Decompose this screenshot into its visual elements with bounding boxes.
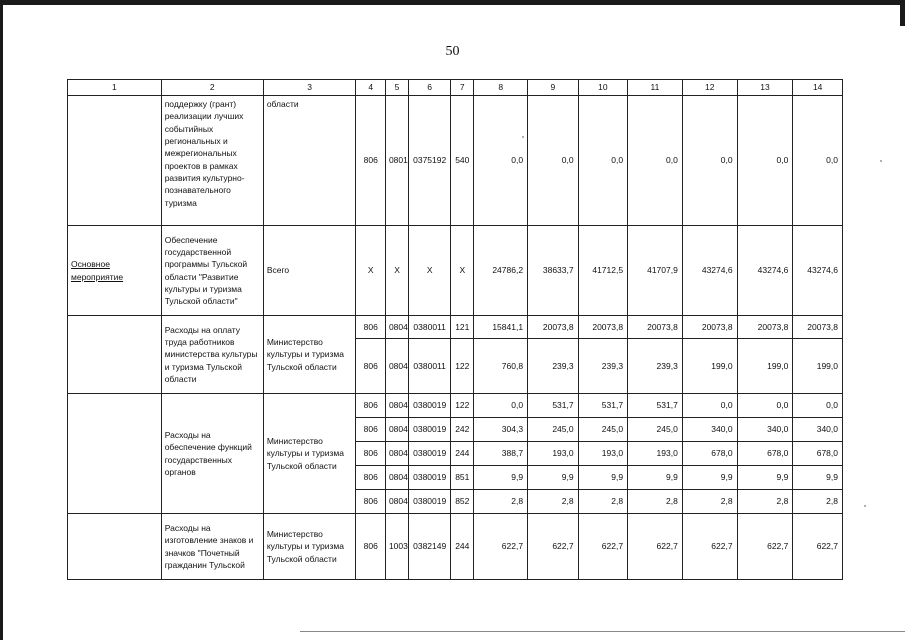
value-cell: 0,0 [474, 96, 528, 226]
value-cell: 622,7 [628, 514, 683, 580]
code-cell: 806 [356, 442, 385, 466]
label-cell [68, 96, 162, 226]
org-cell: Министерство культуры и туризма Тульской области [263, 394, 356, 514]
value-cell: 2,8 [628, 490, 683, 514]
value-cell: 0,0 [793, 394, 843, 418]
value-cell: 199,0 [682, 339, 737, 394]
expense-name-cell: Расходы на изготовление знаков и значков "Почетный гражданин Тульской [161, 514, 263, 580]
column-header: 12 [682, 80, 737, 96]
code-cell: 0380019 [409, 418, 451, 442]
column-header: 8 [474, 80, 528, 96]
code-cell: Х [409, 226, 451, 316]
value-cell: 9,9 [793, 466, 843, 490]
code-cell: 0804 [385, 316, 408, 339]
expense-name-cell: Расходы на оплату труда работников министерства культуры и туризма Тульской области [161, 316, 263, 394]
value-cell: 2,8 [528, 490, 579, 514]
column-header: 13 [737, 80, 793, 96]
value-cell: 20073,8 [528, 316, 579, 339]
value-cell: 622,7 [793, 514, 843, 580]
expense-name-cell: Обеспечение государственной программы Тульской области "Развитие культуры и туризма Тульской области" [161, 226, 263, 316]
value-cell: 622,7 [737, 514, 793, 580]
scan-edge-right [900, 0, 905, 26]
column-header: 9 [528, 80, 579, 96]
value-cell: 239,3 [578, 339, 627, 394]
code-cell: 0380019 [409, 466, 451, 490]
table-row [68, 316, 843, 339]
code-cell: Х [451, 226, 474, 316]
value-cell: 678,0 [793, 442, 843, 466]
code-cell: 806 [356, 418, 385, 442]
value-cell: 199,0 [793, 339, 843, 394]
value-cell: 2,8 [474, 490, 528, 514]
value-cell: 24786,2 [474, 226, 528, 316]
value-cell: 531,7 [578, 394, 627, 418]
value-cell: 760,8 [474, 339, 528, 394]
code-cell: 122 [451, 394, 474, 418]
label-cell [68, 316, 162, 394]
value-cell: 43274,6 [737, 226, 793, 316]
table-row [68, 514, 843, 580]
value-cell: 0,0 [793, 96, 843, 226]
value-cell: 239,3 [528, 339, 579, 394]
code-cell: 852 [451, 490, 474, 514]
value-cell: 20073,8 [793, 316, 843, 339]
value-cell: 199,0 [737, 339, 793, 394]
org-cell: области [263, 96, 356, 226]
value-cell: 9,9 [737, 466, 793, 490]
value-cell: 20073,8 [682, 316, 737, 339]
value-cell: 193,0 [578, 442, 627, 466]
value-cell: 0,0 [682, 394, 737, 418]
value-cell: 193,0 [628, 442, 683, 466]
value-cell: 20073,8 [737, 316, 793, 339]
value-cell: 9,9 [528, 466, 579, 490]
value-cell: 15841,1 [474, 316, 528, 339]
header-row [68, 80, 843, 96]
value-cell: 2,8 [737, 490, 793, 514]
value-cell: 245,0 [578, 418, 627, 442]
value-cell: 622,7 [682, 514, 737, 580]
value-cell: 41707,9 [628, 226, 683, 316]
code-cell: 0804 [385, 339, 408, 394]
value-cell: 0,0 [682, 96, 737, 226]
org-cell: Министерство культуры и туризма Тульской области [263, 514, 356, 580]
org-cell: Министерство культуры и туризма Тульской области [263, 316, 356, 394]
column-header: 11 [628, 80, 683, 96]
value-cell: 9,9 [682, 466, 737, 490]
table-row [68, 96, 843, 226]
code-cell: 806 [356, 96, 385, 226]
scan-speck [880, 160, 882, 162]
code-cell: 0380019 [409, 490, 451, 514]
expense-name-cell: Расходы на обеспечение функций государственных органов [161, 394, 263, 514]
value-cell: 193,0 [528, 442, 579, 466]
code-cell: 0804 [385, 442, 408, 466]
page-number: 50 [445, 44, 460, 59]
code-cell: 0375192 [409, 96, 451, 226]
scan-edge-top [0, 0, 905, 5]
scan-edge-bottom [300, 631, 905, 632]
value-cell: 0,0 [628, 96, 683, 226]
value-cell: 622,7 [578, 514, 627, 580]
value-cell: 20073,8 [628, 316, 683, 339]
column-header: 3 [263, 80, 356, 96]
code-cell: 806 [356, 339, 385, 394]
value-cell: 9,9 [578, 466, 627, 490]
code-cell: 1003 [385, 514, 408, 580]
code-cell: 244 [451, 442, 474, 466]
value-cell: 43274,6 [793, 226, 843, 316]
value-cell: 0,0 [737, 394, 793, 418]
value-cell: 2,8 [682, 490, 737, 514]
value-cell: 9,9 [474, 466, 528, 490]
code-cell: 0380011 [409, 316, 451, 339]
label-cell [68, 394, 162, 514]
code-cell: 0380011 [409, 339, 451, 394]
value-cell: 531,7 [528, 394, 579, 418]
value-cell: 678,0 [682, 442, 737, 466]
code-cell: 0380019 [409, 442, 451, 466]
label-cell [68, 514, 162, 580]
value-cell: 622,7 [474, 514, 528, 580]
value-cell: 2,8 [578, 490, 627, 514]
column-header: 7 [451, 80, 474, 96]
value-cell: 41712,5 [578, 226, 627, 316]
value-cell: 0,0 [737, 96, 793, 226]
code-cell: 0804 [385, 490, 408, 514]
expense-name-cell: поддержку (грант) реализации лучших событийных региональных и межрегиональных проектов в рамках развития культурно-познавательного туризма [161, 96, 263, 226]
code-cell: 806 [356, 394, 385, 418]
org-cell: Всего [263, 226, 356, 316]
value-cell: 340,0 [793, 418, 843, 442]
column-header: 10 [578, 80, 627, 96]
main-activity-label: Основное мероприятие [68, 226, 162, 316]
value-cell: 531,7 [628, 394, 683, 418]
value-cell: 245,0 [628, 418, 683, 442]
column-header: 1 [68, 80, 162, 96]
code-cell: 806 [356, 490, 385, 514]
column-header: 5 [385, 80, 408, 96]
value-cell: 340,0 [737, 418, 793, 442]
scan-speck [864, 505, 866, 507]
code-cell: 851 [451, 466, 474, 490]
code-cell: 806 [356, 316, 385, 339]
code-cell: 540 [451, 96, 474, 226]
column-header: 14 [793, 80, 843, 96]
value-cell: 0,0 [578, 96, 627, 226]
column-header: 2 [161, 80, 263, 96]
code-cell: 0804 [385, 418, 408, 442]
value-cell: 0,0 [528, 96, 579, 226]
code-cell: 806 [356, 514, 385, 580]
code-cell: 0380019 [409, 394, 451, 418]
value-cell: 20073,8 [578, 316, 627, 339]
code-cell: 242 [451, 418, 474, 442]
code-cell: 0801 [385, 96, 408, 226]
value-cell: 340,0 [682, 418, 737, 442]
code-cell: 122 [451, 339, 474, 394]
scan-edge-left [0, 0, 3, 640]
value-cell: 304,3 [474, 418, 528, 442]
value-cell: 678,0 [737, 442, 793, 466]
code-cell: Х [385, 226, 408, 316]
value-cell: 38633,7 [528, 226, 579, 316]
budget-table [67, 79, 843, 580]
value-cell: 245,0 [528, 418, 579, 442]
table-row [68, 394, 843, 418]
table-row [68, 226, 843, 316]
value-cell: 0,0 [474, 394, 528, 418]
code-cell: 806 [356, 466, 385, 490]
value-cell: 622,7 [528, 514, 579, 580]
code-cell: 0804 [385, 466, 408, 490]
value-cell: 43274,6 [682, 226, 737, 316]
code-cell: Х [356, 226, 385, 316]
code-cell: 0804 [385, 394, 408, 418]
value-cell: 2,8 [793, 490, 843, 514]
value-cell: 9,9 [628, 466, 683, 490]
code-cell: 244 [451, 514, 474, 580]
value-cell: 239,3 [628, 339, 683, 394]
column-header: 6 [409, 80, 451, 96]
code-cell: 121 [451, 316, 474, 339]
code-cell: 0382149 [409, 514, 451, 580]
value-cell: 388,7 [474, 442, 528, 466]
column-header: 4 [356, 80, 385, 96]
